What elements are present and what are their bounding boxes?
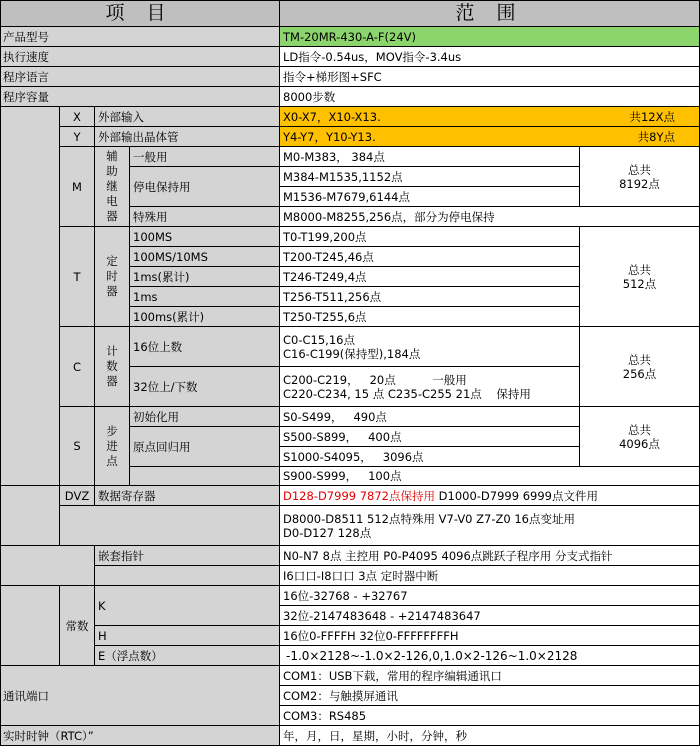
x-range-row <box>280 107 700 127</box>
t-group-char: 时 <box>106 269 118 283</box>
x-code: X <box>60 107 95 127</box>
c-group-char: 计 <box>106 344 118 358</box>
t-total-value: 512点 <box>622 276 657 291</box>
y-code: Y <box>60 127 95 147</box>
x-name: 外部输入 <box>95 107 280 127</box>
model-value: TM-20MR-430-A-F(24V) <box>280 27 700 47</box>
const-h-range: 16位0-FFFFH 32位0-FFFFFFFFH <box>280 626 700 646</box>
s-r2-range-a: S500-S899， 400点 <box>280 427 580 447</box>
c-total-label: 总共 <box>628 352 651 367</box>
dvz-range-2 <box>280 506 700 546</box>
dvz-range-2b: D0-D127 128点 <box>283 525 372 540</box>
rtc-value: 年，月，日，星期，小时，分钟，秒 <box>280 726 700 746</box>
t-r2-range: T200-T245,46点 <box>280 247 580 267</box>
t-total-label: 总共 <box>628 262 651 277</box>
t-r1-range: T0-T199,200点 <box>280 227 580 247</box>
m-latch-label: 停电保持用 <box>130 167 280 207</box>
comm-com2: COM2：与触摸屏通讯 <box>280 686 700 706</box>
t-r3-label: 1ms(累计) <box>130 267 280 287</box>
pointer-left-block <box>0 546 95 586</box>
m-special-label: 特殊用 <box>130 207 280 227</box>
model-label: 产品型号 <box>0 27 280 47</box>
c-group-char: 数 <box>106 359 118 373</box>
comm-com3: COM3：RS485 <box>280 706 700 726</box>
s-r3-label <box>130 467 280 486</box>
const-h: H <box>95 626 280 646</box>
const-e: E（浮点数） <box>95 646 280 666</box>
s-group-char: 进 <box>106 438 118 453</box>
t-r5-range: T250-T255,6点 <box>280 307 580 327</box>
c-group <box>95 327 130 407</box>
s-group-char: 步 <box>106 423 118 438</box>
dvz-blank <box>60 506 280 546</box>
c-total-value: 256点 <box>622 366 657 381</box>
pointer-name: 嵌套指针 <box>95 546 280 566</box>
device-section-block <box>0 107 60 486</box>
capacity-label: 程序容量 <box>0 87 280 107</box>
lang-label: 程序语言 <box>0 67 280 87</box>
m-group-char: 助 <box>106 164 118 178</box>
t-total <box>580 227 700 327</box>
dvz-code: DVZ <box>60 486 95 506</box>
t-r4-label: 1ms <box>130 287 280 307</box>
c-r1-range-b: C16-C199(保持型),184点 <box>283 346 421 361</box>
m-general-label: 一般用 <box>130 147 280 167</box>
m-group-char: 辅 <box>106 149 118 163</box>
speed-value: LD指令-0.54us，MOV指令-3.4us <box>280 47 700 67</box>
c-total <box>580 327 700 407</box>
m-group <box>95 147 130 227</box>
dvz-range-2a: D8000-D8511 512点特殊用 V7-V0 Z7-Z0 16点变址用 <box>283 511 575 526</box>
t-group <box>95 227 130 327</box>
c-code: C <box>60 327 95 407</box>
m-special-range: M8000-M8255,256点，部分为停电保持 <box>280 207 700 227</box>
s-group-char: 点 <box>106 453 118 468</box>
header-item: 项 目 <box>0 0 280 27</box>
t-r4-range: T256-T511,256点 <box>280 287 580 307</box>
dvz-range-1 <box>280 486 700 506</box>
const-name: 常数 <box>60 586 95 666</box>
s-r3-range: S900-S999， 100点 <box>280 467 700 486</box>
dvz-left-block <box>0 486 60 546</box>
c-r2-range-b: C220-C234, 15 点 C235-C255 21点 保持用 <box>283 386 531 401</box>
lang-value: 指令+梯形图+SFC <box>280 67 700 87</box>
y-range: Y4-Y7，Y10-Y13. <box>283 129 376 144</box>
const-k-32: 32位-2147483648 - +2147483647 <box>280 606 700 626</box>
header-range: 范 围 <box>280 0 700 27</box>
const-k-16: 16位-32768 - +32767 <box>280 586 700 606</box>
t-code: T <box>60 227 95 327</box>
s-r1-label: 初始化用 <box>130 407 280 427</box>
x-range: X0-X7，X10-X13. <box>283 109 381 124</box>
const-e-range: -1.0×2128~-1.0×2-126,0,1.0×2-126~1.0×2128 <box>280 646 700 666</box>
t-r2-label: 100MS/10MS <box>130 247 280 267</box>
s-r2-range-b: S1000-S4095， 3096点 <box>280 447 580 467</box>
m-general-range: M0-M383， 384点 <box>280 147 580 167</box>
pointer-range-1: N0-N7 8点 主控用 P0-P4095 4096点跳跃子程序用 分支式指针 <box>280 546 700 566</box>
s-total-label: 总共 <box>628 422 651 437</box>
s-r2-label: 原点回归用 <box>130 427 280 467</box>
pointer-blank <box>95 566 280 586</box>
c-r1-label: 16位上数 <box>130 327 280 367</box>
c-r1-range-a: C0-C15,16点 <box>283 332 355 347</box>
const-left-block <box>0 586 60 666</box>
pointer-range-2: I6口口-I8口口 3点 定时器中断 <box>280 566 700 586</box>
m-latch-range-2: M1536-M7679,6144点 <box>280 187 580 207</box>
y-name: 外部输出晶体管 <box>95 127 280 147</box>
const-k: K <box>95 586 280 626</box>
s-total-value: 4096点 <box>619 436 660 451</box>
comm-label: 通讯端口 <box>0 666 280 726</box>
speed-label: 执行速度 <box>0 47 280 67</box>
t-r3-range: T246-T249,4点 <box>280 267 580 287</box>
m-total-label: 总共 <box>628 162 651 177</box>
comm-com1: COM1：USB下载，常用的程序编辑通讯口 <box>280 666 700 686</box>
t-group-char: 器 <box>106 284 118 298</box>
s-total <box>580 407 700 467</box>
c-r1-range <box>280 327 580 367</box>
s-r1-range: S0-S499， 490点 <box>280 407 580 427</box>
y-range-row <box>280 127 700 147</box>
m-group-char: 电 <box>106 194 118 208</box>
m-code: M <box>60 147 95 227</box>
y-total: 共8Y点 <box>637 129 675 144</box>
c-r2-range-a: C200-C219， 20点 一般用 <box>283 372 467 387</box>
s-group <box>95 407 130 486</box>
dvz-name: 数据寄存器 <box>95 486 280 506</box>
c-group-char: 器 <box>106 374 118 388</box>
c-r2-range <box>280 367 580 407</box>
m-latch-range-1: M384-M1535,1152点 <box>280 167 580 187</box>
x-total: 共12X点 <box>629 109 675 124</box>
c-r2-label: 32位上/下数 <box>130 367 280 407</box>
m-group-char: 继 <box>106 179 118 193</box>
dvz-range-file: D1000-D7999 6999点文件用 <box>435 488 598 503</box>
t-group-char: 定 <box>106 254 118 268</box>
s-code: S <box>60 407 95 486</box>
dvz-range-latched: D128-D7999 7872点保持用 <box>283 488 435 503</box>
m-group-char: 器 <box>106 209 118 223</box>
capacity-value: 8000步数 <box>280 87 700 107</box>
t-r5-label: 100ms(累计) <box>130 307 280 327</box>
m-total <box>580 147 700 207</box>
t-r1-label: 100MS <box>130 227 280 247</box>
m-total-value: 8192点 <box>619 176 660 191</box>
rtc-label: 实时时钟（RTC）” <box>0 726 280 746</box>
